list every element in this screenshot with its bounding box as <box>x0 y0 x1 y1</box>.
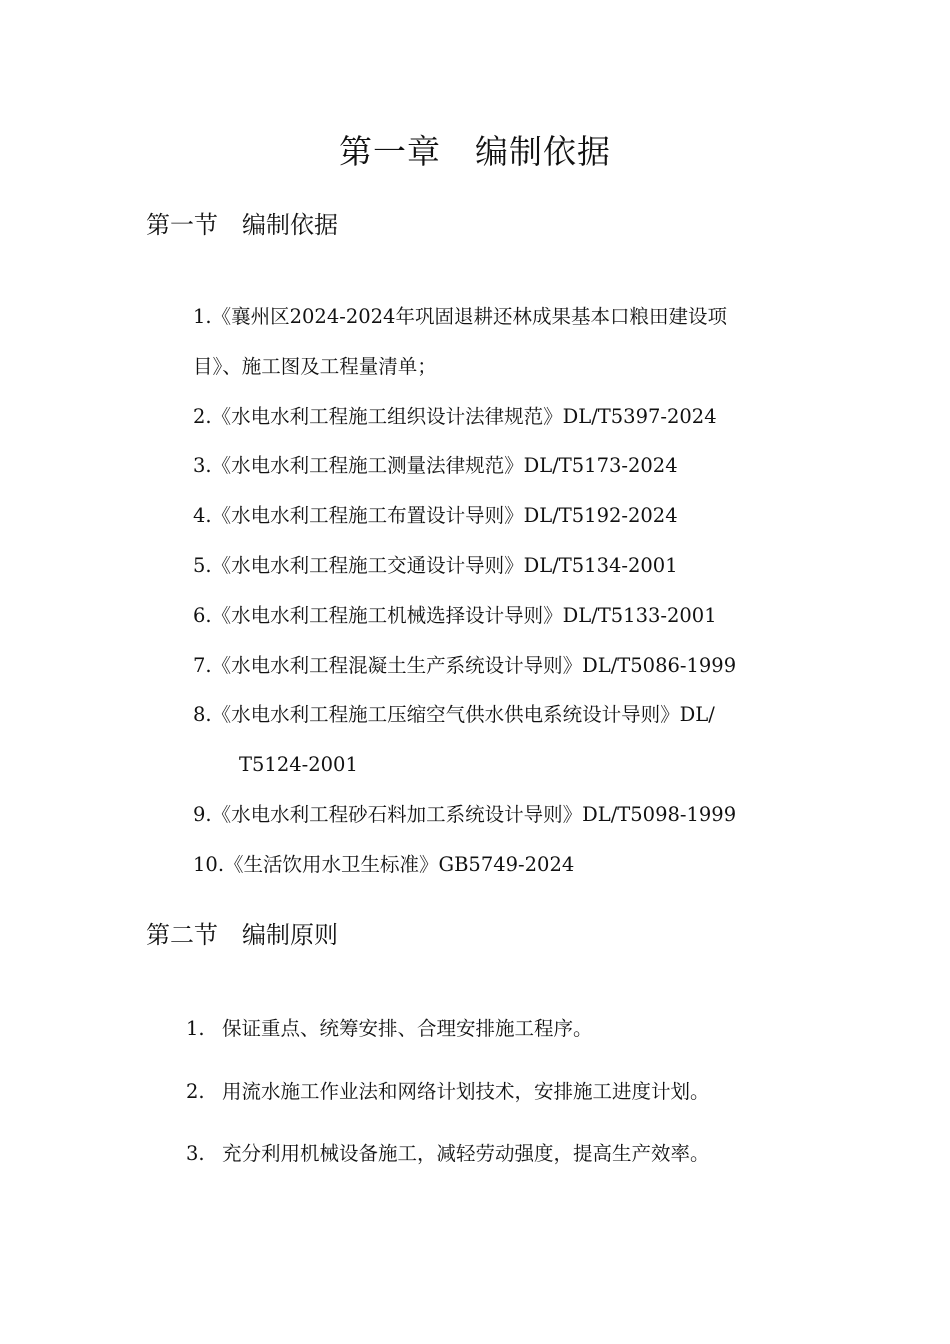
principle-number: 1. <box>186 1017 205 1040</box>
reference-list <box>193 300 813 898</box>
reference-item: 6.《水电水利工程施工机械选择设计导则》DL/T5133-2001 <box>193 603 717 627</box>
reference-item-continuation: 目》、施工图及工程量清单； <box>193 354 437 378</box>
section-title-principles: 第二节 编制原则 <box>146 921 338 949</box>
principle-text: 用流水施工作业法和网络计划技术，安排施工进度计划。 <box>222 1079 710 1103</box>
principle-number: 2. <box>186 1079 205 1103</box>
section-title-basis: 第一节 编制依据 <box>146 211 338 239</box>
chapter-title: 第一章 编制依据 <box>339 132 611 171</box>
reference-item: 8.《水电水利工程施工压缩空气供水供电系统设计导则》DL/ <box>193 703 715 727</box>
principle-text: 保证重点、统筹安排、合理安排施工程序。 <box>222 1017 593 1040</box>
principle-item <box>186 1075 826 1138</box>
principle-item <box>186 1137 826 1200</box>
reference-item: 4.《水电水利工程施工布置设计导则》DL/T5192-2024 <box>193 504 678 528</box>
reference-item: 3.《水电水利工程施工测量法律规范》DL/T5173-2024 <box>193 454 678 478</box>
reference-item-continuation: T5124-2001 <box>239 753 358 777</box>
reference-item: 10.《生活饮用水卫生标准》GB5749-2024 <box>193 852 575 876</box>
principle-item <box>186 1012 826 1075</box>
principle-text: 充分利用机械设备施工，减轻劳动强度，提高生产效率。 <box>222 1142 710 1165</box>
reference-item: 7.《水电水利工程混凝土生产系统设计导则》DL/T5086-1999 <box>193 653 737 677</box>
reference-item: 2.《水电水利工程施工组织设计法律规范》DL/T5397-2024 <box>193 404 717 428</box>
reference-item: 5.《水电水利工程施工交通设计导则》DL/T5134-2001 <box>193 553 678 577</box>
reference-item: 1.《襄州区2024-2024年巩固退耕还林成果基本口粮田建设项 <box>193 305 727 328</box>
principle-number: 3. <box>186 1142 205 1165</box>
reference-item: 9.《水电水利工程砂石料加工系统设计导则》DL/T5098-1999 <box>193 802 737 826</box>
principle-list <box>186 1012 826 1200</box>
